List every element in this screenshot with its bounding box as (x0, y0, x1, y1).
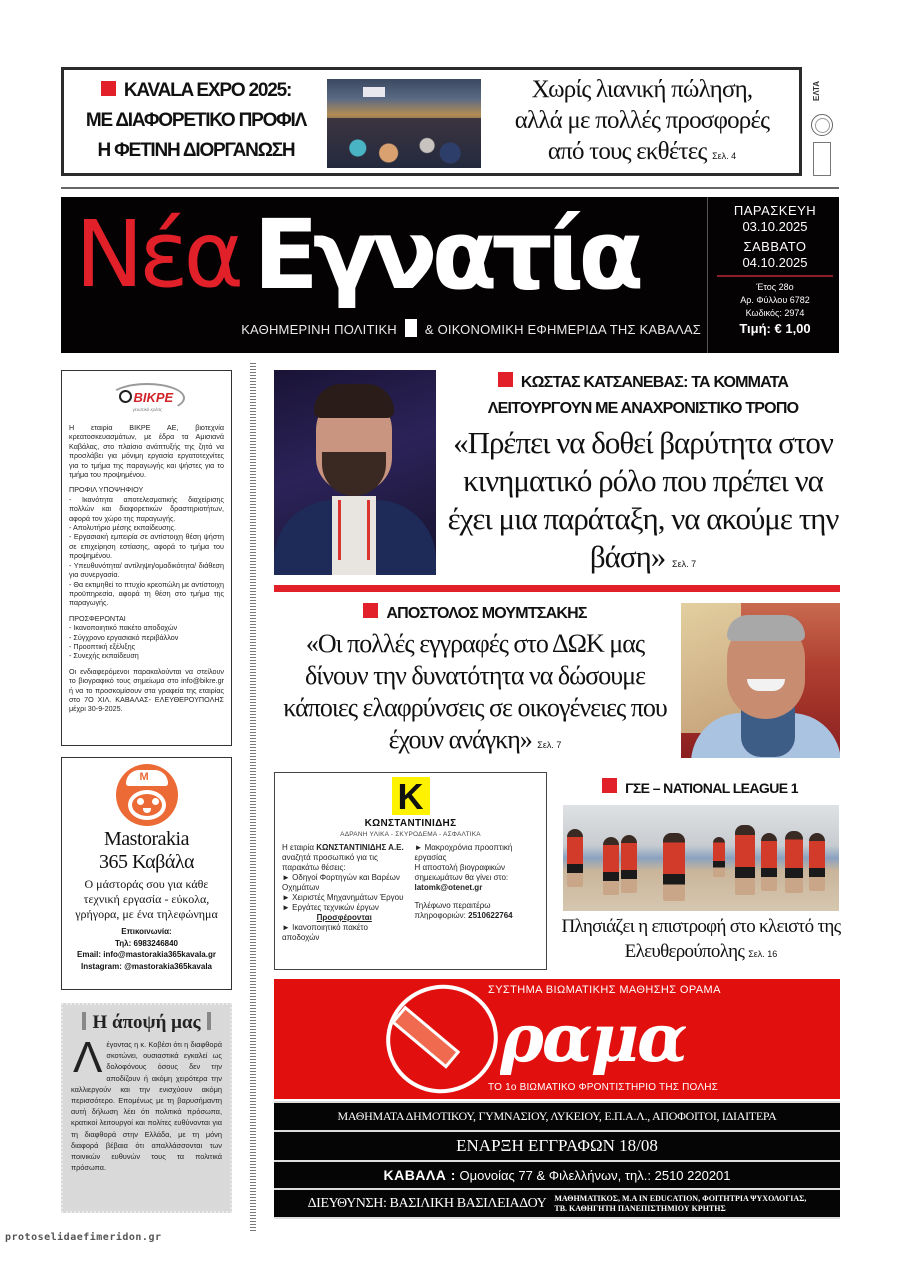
photo-beard (322, 452, 386, 496)
teaser-kicker-line-3: Η ΦΕΤΙΝΗ ΔΙΟΡΓΑΝΩΣΗ (97, 140, 295, 161)
bikre-job-ad[interactable] (61, 370, 232, 746)
story3-kicker (560, 776, 840, 800)
bikre-offer-item: - Προοπτική εξέλιξης (69, 641, 136, 651)
k-intro-company: ΚΩΝΣΤΑΝΤΙΝΙΔΗΣ Α.Ε. (316, 843, 404, 852)
bikre-profile-item: - Απολυτήριο μέσης εκπαίδευσης. (69, 523, 177, 533)
photo-player (603, 837, 619, 895)
masthead-subtitle-left: ΚΑΘΗΜΕΡΙΝΗ ΠΟΛΙΤΙΚΗ (241, 322, 397, 337)
k-phone[interactable]: 2510622764 (468, 911, 513, 920)
story1-headline[interactable] (444, 424, 842, 580)
konstantinidis-tagline: ΑΔΡΑΝΗ ΥΛΙΚΑ - ΣΚΥΡΟΔΕΜΑ - ΑΣΦΑΛΤΙΚΑ (340, 831, 481, 838)
photo-player (785, 831, 803, 893)
orama-credentials-line-2: ΤΒ. ΚΑΘΗΓΗΤΗ ΠΑΝΕΠΙΣΤΗΜΙΟΥ ΚΡΗΤΗΣ (554, 1203, 726, 1213)
k-position: ► Οδηγοί Φορτηγών και Βαρέων Οχημάτων (282, 873, 400, 892)
mastorakia-description: Ο μάστοράς σου για κάθε τεχνική εργασία - εύκολα, γρήγορα, με ένα τηλεφώνημα (75, 877, 218, 921)
k-phone-text: Τηλέφωνο περαιτέρω πληροφοριών: (414, 901, 491, 920)
red-square-bullet-icon (602, 778, 617, 793)
issue-info-divider (717, 275, 833, 277)
k-intro-prefix: Η εταιρία (282, 843, 314, 852)
elta-logo-icon: ΕΛΤΑ (812, 80, 821, 102)
mastorakia-name (62, 828, 231, 874)
page-ref: Σελ. 4 (712, 151, 737, 161)
page-ref: Σελ. 16 (748, 949, 778, 959)
masthead-title-nea: Νέα (75, 201, 240, 308)
opinion-column[interactable] (61, 1003, 232, 1213)
crowd-image (327, 118, 481, 168)
k-offer: ► Μακροχρόνια προοπτική εργασίας (414, 843, 513, 862)
divider (61, 187, 839, 189)
mastorakia-name-line-2: 365 Καβάλα (98, 851, 194, 873)
masthead-block-mark (405, 319, 417, 337)
red-square-bullet-icon (101, 81, 116, 96)
k-email[interactable]: latomk@otenet.gr (414, 883, 483, 892)
bikre-profile-title: ΠΡΟΦΙΛ ΥΠΟΨΗΦΙΟΥ (69, 485, 144, 495)
orama-city: ΚΑΒΑΛΑ : (383, 1167, 456, 1183)
title-bar-icon (207, 1012, 211, 1030)
story1-quote: «Πρέπει να δοθεί βαρύτητα στον κινηματικό ρόλο που πρέπει να έχει μια παράταξη, να ακούμε την βάση» (447, 425, 839, 574)
k-intro-suffix: αναζητά προσωπικό για τις παρακάτω θέσεις: (282, 853, 378, 872)
teaser-kicker (70, 76, 322, 170)
drop-cap: Λ (73, 1033, 103, 1082)
photo-player (621, 835, 637, 893)
orama-ad-banner[interactable] (274, 979, 840, 1099)
story3-kicker-text: ΓΣΕ – NATIONAL LEAGUE 1 (625, 780, 798, 796)
bikre-offer-item: - Ικανοποιητικό πακέτο αποδοχών (69, 623, 178, 633)
teaser-headline-line-1: Χωρίς λιανική πώληση, (531, 76, 753, 103)
photo-player (713, 837, 725, 877)
orama-director-bar (274, 1188, 840, 1219)
k-position: ► Χειριστές Μηχανημάτων Έργου (282, 893, 404, 902)
masthead-subtitle-right: & ΟΙΚΟΝΟΜΙΚΗ ΕΦΗΜΕΡΙΔΑ ΤΗΣ ΚΑΒΑΛΑΣ (424, 322, 701, 337)
story1-kicker (446, 370, 840, 422)
photo-player (663, 833, 685, 901)
teaser-kicker-line-2: ΜΕ ΔΙΑΦΟΡΕΤΙΚΟ ΠΡΟΦΙΛ (85, 110, 307, 131)
teaser-headline-line-2: αλλά με πολλές προσφορές (514, 107, 770, 134)
k-offer: ► Ικανοποιητικό πακέτο αποδοχών (282, 923, 368, 942)
eye-icon (137, 798, 144, 805)
story2-headline[interactable] (274, 628, 676, 764)
masthead-title-egnatia: Εγνατία (253, 201, 639, 311)
photo-hair (727, 615, 805, 641)
mastorakia-contact-title: Επικοινωνία: (121, 927, 172, 936)
k-cv-text: Η αποστολή βιογραφικών σημειωμάτων θα γίνει στο: (414, 863, 509, 882)
issue-number: Αρ. Φύλλου 6782 (740, 295, 810, 305)
red-square-bullet-icon (363, 603, 378, 618)
postal-stamp-icon (811, 114, 833, 136)
masthead-title (75, 201, 701, 311)
red-divider (274, 585, 840, 592)
teaser-photo (327, 79, 481, 168)
issue-date-1: 03.10.2025 (742, 219, 808, 234)
bikre-offer-item: - Σύγχρονο εργασιακό περιβάλλον (69, 632, 179, 642)
orama-director: ΔΙΕΥΘΥΝΣΗ: ΒΑΣΙΛΙΚΗ ΒΑΣΙΛΕΙΑΔΟΥ (307, 1195, 547, 1211)
photo-player (809, 833, 825, 891)
issue-year: Έτος 28ο (756, 282, 794, 292)
bikre-closing: Οι ενδιαφερόμενοι παρακαλούνται να στείλουν το βιογραφικό τους σημείωμα στο info@bikre.gr ή να το προσκομίσουν στα γραφεία της εταιρίας στο 7Ο ΧΙΛ. ΚΑΒΑΛΑΣ- ΕΛΕΥΘΕΡΟΥΠΟΛΗΣ μέχρι 30-9-2025. (69, 666, 224, 714)
issue-price: Τιμή: € 1,00 (739, 321, 811, 336)
mastorakia-phone[interactable]: Τηλ: 6983246840 (114, 938, 178, 948)
story3-headline-text: Πλησιάζει η επιστροφή στο κλειστό της Ελευθερούπολης (561, 916, 841, 962)
bikre-profile-item: - Εργασιακή εμπειρία σε αντίστοιχη θέση ψήστη σε επιχείρηση εστίασης, αφορά το τμήμα του προψημένου. (69, 532, 224, 561)
k-offer-title: Προσφέρονται (316, 913, 372, 922)
konstantinidis-name: ΚΩΝΣΤΑΝΤΙΝΙΔΗΣ (364, 818, 457, 829)
konstantinidis-logo-icon: K (392, 777, 430, 815)
issue-date-2: 04.10.2025 (742, 255, 808, 270)
mastorakia-logo-icon (116, 764, 178, 826)
bikre-profile-item: - Θα εκτιμηθεί το πτυχίο κρεοπώλη με αντίστοιχη προϋπηρεσία, αφορά τη θέση στο τμήμα της παραγωγής. (69, 579, 224, 608)
bikre-logo (107, 383, 187, 417)
issue-info (711, 203, 839, 338)
teaser-headline[interactable] (486, 74, 798, 170)
moumtsakis-photo (681, 603, 840, 758)
opinion-title (71, 1011, 222, 1035)
k-position: ► Εργάτες τεχνικών έργων (282, 903, 379, 912)
mastorakia-email[interactable]: Email: info@mastorakia365kavala.gr (77, 950, 216, 959)
title-bar-icon (82, 1012, 86, 1030)
story3-headline[interactable] (558, 914, 844, 970)
column-divider (250, 363, 256, 1233)
issue-day-2: ΣΑΒΒΑΤΟ (743, 239, 807, 254)
orama-top-line: ΣΥΣΤΗΜΑ ΒΙΩΜΑΤΙΚΗΣ ΜΑΘΗΣΗΣ ΟΡΑΜΑ (488, 984, 721, 996)
issue-day-1: ΠΑΡΑΣΚΕΥΗ (733, 203, 817, 218)
face-icon (128, 790, 166, 820)
bikre-ad-body (69, 423, 224, 714)
bikre-logo-tag: γευστικό κρέας (132, 407, 163, 412)
orama-brand: ραμα (500, 999, 686, 1077)
orama-address: Ομονοίας 77 & Φιλελλήνων, τηλ.: 2510 220201 (459, 1168, 731, 1183)
bikre-intro: Η εταιρία ΒΙΚΡΕ ΑΕ, βιοτεχνία κρεατοσκευασμάτων, με έδρα τα Αμισιανά Καβάλας, στο πλαίσιο ανάπτυξής της ζητά να προσλάβει για μόνιμη εργασία εργατοτεχνίτες για το τμήμα της παραγωγής και ψήστες για το τμήμα του προψημένου. (69, 423, 224, 480)
orama-credentials (554, 1194, 806, 1214)
story1-kicker-line-1: ΚΩΣΤΑΣ ΚΑΤΣΑΝΕΒΑΣ: ΤΑ ΚΟΜΜΑΤΑ (520, 374, 789, 391)
bikre-profile-item: - Ικανότητα αποτελεσματικής διαχείρισης πολλών και διαφορετικών δραστηριοτήτων, αφορά τον χώρο της παραγωγής. (69, 494, 224, 523)
story2-quote: «Οι πολλές εγγραφές στο ΔΩΚ μας δίνουν την δυνατότητα να δώσουμε κάποιες ελαφρύνσεις σε οικογένειες που έχουν ανάγκη» (283, 629, 667, 754)
mastorakia-name-line-1: Mastorakia (104, 828, 189, 850)
masthead-subtitle (81, 319, 701, 341)
orama-courses: ΜΑΘΗΜΑΤΑ ΔΗΜΟΤΙΚΟΥ, ΓΥΜΝΑΣΙΟΥ, ΛΥΚΕΙΟΥ, Ε.Π.Α.Λ., ΑΠΟΦΟΙΤΟΙ, ΙΔΙΑΙΤΕΡΑ (274, 1101, 840, 1130)
photo-hair (314, 384, 394, 418)
konstantinidis-job-ad[interactable] (274, 772, 547, 970)
eye-icon (152, 798, 159, 805)
bikre-offer-item: - Συνεχής εκπαίδευση (69, 651, 139, 661)
orama-credentials-line-1: ΜΑΘΗΜΑΤΙΚΟΣ, M.A IN EDUCATION, ΦΟΙΤΗΤΡΙΑ ΨΥΧΟΛΟΓΙΑΣ, (554, 1193, 807, 1203)
mouth-icon (143, 808, 151, 813)
red-square-bullet-icon (498, 372, 513, 387)
masthead-divider (707, 197, 708, 353)
issue-code: Κωδικός: 2974 (745, 308, 805, 318)
bikre-logo-name: ΒΙΚΡΕ (119, 390, 174, 405)
page-ref: Σελ. 7 (537, 740, 562, 750)
story2-kicker (274, 601, 676, 627)
page-ref: Σελ. 7 (672, 559, 697, 569)
photo-player (567, 829, 583, 887)
mastorakia-ad[interactable] (61, 757, 232, 990)
katsanevas-photo (274, 370, 436, 575)
opinion-body (71, 1033, 222, 1173)
orama-bottom-line: ΤΟ 1ο ΒΙΩΜΑΤΙΚΟ ΦΡΟΝΤΙΣΤΗΡΙΟ ΤΗΣ ΠΟΛΗΣ (488, 1082, 719, 1093)
top-teaser-box[interactable] (61, 67, 802, 176)
orama-enrollment: ΕΝΑΡΞΗ ΕΓΓΡΑΦΩΝ 18/08 (274, 1130, 840, 1160)
postal-marks (806, 70, 836, 178)
teaser-headline-line-3: από τους εκθέτες (547, 138, 707, 165)
masthead (61, 197, 839, 353)
story1-kicker-line-2: ΛΕΙΤΟΥΡΓΟΥΝ ΜΕ ΑΝΑΧΡΟΝΙΣΤΙΚΟ ΤΡΟΠΟ (487, 400, 799, 417)
orama-address-bar (274, 1160, 840, 1188)
expo-banner (363, 87, 385, 97)
postage-label-icon (813, 142, 831, 176)
watermark: protoselidaefimeridon.gr (2, 1230, 165, 1245)
opinion-text: έγοντας η κ. Κοβέσι ότι η διαφθορά σκοτώνει, ουσιαστικά εγκαλεί ως δολοφόνους όσους δεν την αποδίζουν ή ακόμη χειρότερα την καλλιεργούν και την ενισχύουν ακόμη περισσότερο. Επομένως με τη βαρυσήμαντη αυτή δήλωση λέει ότι πολιτικά πρόσωπα, κρατικοί λειτουργοί και πολίτες ευθύνονται για τη διαφθορά στην Ελλάδα, με τη μόνη διαφορά βέβαια ότι απαλλάσσονται των ποινικών ευθυνών τους τα πολιτικά πρόσωπα. (71, 1040, 222, 1173)
mastorakia-instagram[interactable]: Instagram: @mastorakia365kavala (81, 961, 212, 971)
bikre-offer-title: ΠΡΟΣΦΕΡΟΝΤΑΙ (69, 613, 126, 623)
photo-smile (747, 679, 785, 691)
opinion-title-text: Η άποψή μας (92, 1012, 201, 1033)
photo-lanyard (338, 500, 370, 560)
bikre-profile-item: - Υπευθυνότητα/ αντίληψη/ομαδικότητα/ διάθεση για συνεργασία. (69, 560, 224, 580)
basketball-practice-photo (563, 805, 839, 911)
photo-player (735, 825, 755, 895)
photo-player (761, 833, 777, 891)
teaser-kicker-line-1: KAVALA EXPO 2025: (123, 80, 292, 101)
helmet-icon (126, 770, 168, 786)
story2-kicker-text: ΑΠΟΣΤΟΛΟΣ ΜΟΥΜΤΣΑΚΗΣ (386, 605, 587, 622)
konstantinidis-ad-body (282, 843, 539, 943)
